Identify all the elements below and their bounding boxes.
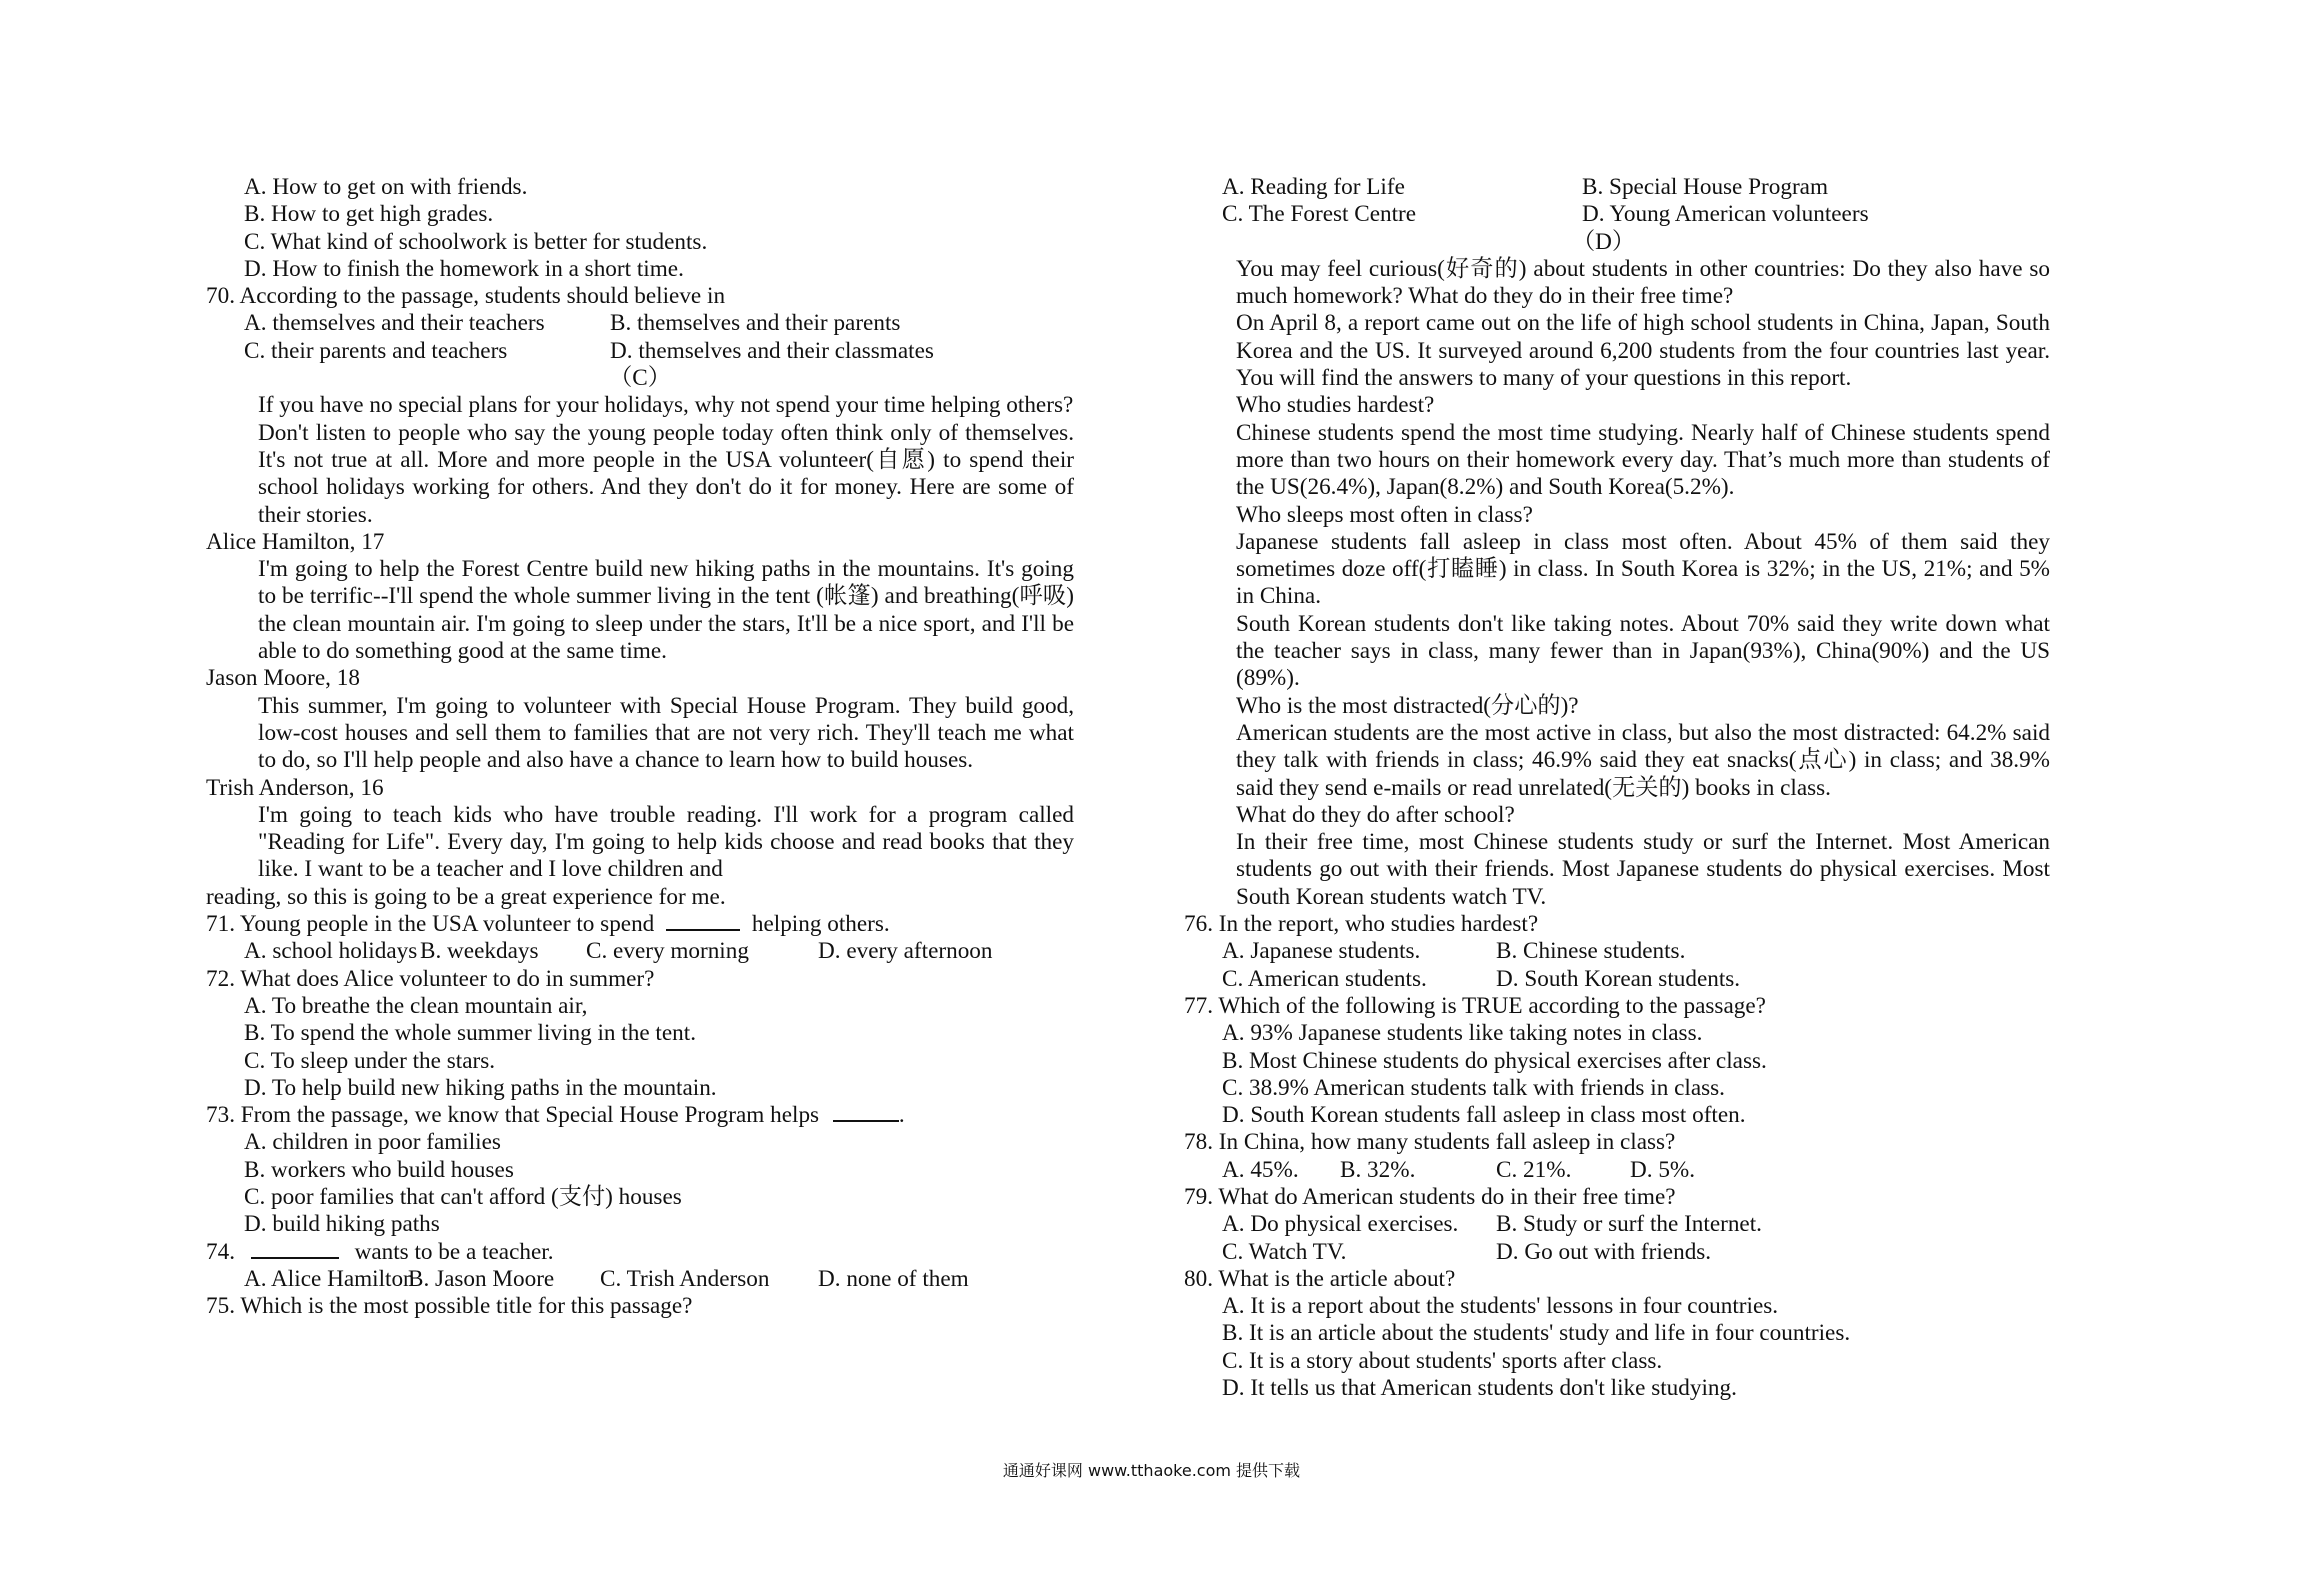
q78-options-row: [1184, 1157, 2050, 1184]
q77-option-c: C. 38.9% American students talk with friends in class.: [1222, 1074, 1725, 1101]
q74-answer-blank: [251, 1239, 339, 1259]
passage-c-jason-story: This summer, I'm going to volunteer with Special House Program. They build good, low-cost houses and sell them to families that are not very rich. They'll teach me what to do, so I'll help people and also have a chance to learn how to build houses.: [258, 692, 1074, 774]
q69-option-c: C. What kind of schoolwork is better for students.: [244, 228, 708, 255]
subheading-after-school: What do they do after school?: [1236, 801, 1515, 828]
q74-option-d: D. none of them: [818, 1265, 969, 1292]
passage-d-intro: You may feel curious(好奇的) about students in other countries: Do they also have so much homework? What do they do in their free time?: [1236, 255, 2050, 310]
q73-option-c: C. poor families that can't afford (支付) houses: [244, 1183, 682, 1210]
q74-stem-post: wants to be a teacher.: [354, 1238, 554, 1265]
q71-option-c: C. every morning: [586, 938, 749, 965]
right-column: [1184, 174, 2050, 1402]
q73-answer-blank: [833, 1102, 899, 1122]
q70-stem: 70. According to the passage, students should believe in: [206, 283, 726, 310]
q76-option-d: D. South Korean students.: [1496, 965, 1741, 992]
page-footer: 通通好课网 www.tthaoke.com 提供下载: [1002, 1461, 1301, 1480]
passage-d-korean: South Korean students don't like taking notes. About 70% said they write down what the teacher says in class, many fewer than in Japan(93%), China(90%) and the US (89%).: [1236, 610, 2050, 692]
q76-option-c: C. American students.: [1222, 965, 1427, 992]
q75-stem: 75. Which is the most possible title for this passage?: [206, 1293, 693, 1320]
author-alice: Alice Hamilton, 17: [206, 528, 385, 555]
q73-option-d: D. build hiking paths: [244, 1211, 440, 1238]
q80-option-d: D. It tells us that American students don't like studying.: [1222, 1375, 1737, 1402]
q71-option-b: B. weekdays: [420, 938, 539, 965]
passage-c-trish-story-end: reading, so this is going to be a great experience for me.: [206, 883, 726, 910]
passage-d-free-time: In their free time, most Chinese students study or surf the Internet. Most American students go out with their friends. Most Japanese students do physical exercises. Most South Korean students watch TV.: [1236, 829, 2050, 910]
q69-option-d: D. How to finish the homework in a short time.: [244, 255, 684, 282]
passage-c-alice-story: I'm going to help the Forest Centre build new hiking paths in the mountains. It's going to be terrific--I'll spend the whole summer living in the tent (帐篷) and breathing(呼吸) the clean mountain air. I'm going to sleep under the stars, It'll be a nice sport, and I'll be able to do something good at the same time.: [258, 556, 1074, 665]
q69-option-a: A. How to get on with friends.: [244, 174, 528, 200]
q77-stem: 77. Which of the following is TRUE according to the passage?: [1184, 992, 1766, 1019]
passage-c-paragraph-2: Don't listen to people who say the young people today often think only of themselves. It's not true at all. More and more people in the USA volunteer(自愿) to spend their school holidays working for others. And they don't do it for money. Here are some of their stories.: [258, 419, 1074, 528]
section-c-heading: （C）: [609, 365, 671, 392]
q70-options-row1: [206, 310, 1074, 337]
q75-options-row2: [1184, 201, 2050, 228]
q74-option-c: C. Trish Anderson: [600, 1265, 770, 1292]
q74-stem: [206, 1239, 1074, 1266]
q79-option-c: C. Watch TV.: [1222, 1238, 1347, 1265]
q71-options-row: [206, 938, 1074, 965]
q72-option-c: C. To sleep under the stars.: [244, 1047, 496, 1074]
q78-option-a: A. 45%.: [1222, 1156, 1299, 1183]
passage-d-chinese: Chinese students spend the most time studying. Nearly half of Chinese students spend more than two hours on their homework every day. That’s much more than students of the US(26.4%), Japan(8.2%) and South Korea(5.2%).: [1236, 419, 2050, 501]
q70-option-b: B. themselves and their parents: [610, 310, 901, 337]
q79-option-a: A. Do physical exercises.: [1222, 1211, 1459, 1238]
q72-option-b: B. To spend the whole summer living in the tent.: [244, 1020, 696, 1047]
q80-option-a: A. It is a report about the students' lessons in four countries.: [1222, 1293, 1779, 1320]
q73-stem-post: .: [898, 1102, 905, 1129]
q71-answer-blank: [666, 911, 740, 931]
passage-c-intro: If you have no special plans for your holidays, why not spend your time helping others?: [258, 392, 1074, 419]
q71-option-a: A. school holidays: [244, 938, 418, 965]
q80-option-b: B. It is an article about the students' study and life in four countries.: [1222, 1320, 1851, 1347]
q71-stem-post: helping others.: [751, 911, 890, 938]
q70-option-d: D. themselves and their classmates: [610, 337, 934, 364]
q74-option-b: B. Jason Moore: [408, 1265, 555, 1292]
q70-option-a: A. themselves and their teachers: [244, 310, 545, 337]
q80-stem: 80. What is the article about?: [1184, 1265, 1456, 1292]
author-trish: Trish Anderson, 16: [206, 774, 384, 801]
q76-option-a: A. Japanese students.: [1222, 938, 1421, 965]
q75-option-d: D. Young American volunteers: [1582, 201, 1869, 228]
q74-option-a: A. Alice Hamilton: [244, 1265, 415, 1292]
q79-option-d: D. Go out with friends.: [1496, 1238, 1712, 1265]
q71-option-d: D. every afternoon: [818, 938, 993, 965]
q78-stem: 78. In China, how many students fall asleep in class?: [1184, 1129, 1676, 1156]
q79-option-b: B. Study or surf the Internet.: [1496, 1211, 1762, 1238]
q77-option-a: A. 93% Japanese students like taking notes in class.: [1222, 1020, 1703, 1047]
q78-option-d: D. 5%.: [1630, 1156, 1696, 1183]
q75-options-row1: [1184, 174, 2050, 201]
q75-option-a: A. Reading for Life: [1222, 174, 1405, 200]
passage-d-report: On April 8, a report came out on the life of high school students in China, Japan, South Korea and the US. It surveyed around 6,200 students from the four countries last year. You will find the answers to many of your questions in this report.: [1236, 310, 2050, 392]
q76-options-row1: [1184, 938, 2050, 965]
q69-option-b: B. How to get high grades.: [244, 201, 494, 228]
q73-option-b: B. workers who build houses: [244, 1156, 514, 1183]
passage-d-american: American students are the most active in class, but also the most distracted: 64.2% said they talk with friends in class; 46.9% said they eat snacks(点心) in class; and 38.9% said they send e-mails or read unrelated(无关的) books in class.: [1236, 719, 2050, 801]
q77-option-d: D. South Korean students fall asleep in class most often.: [1222, 1102, 1746, 1129]
passage-d-japanese: Japanese students fall asleep in class most often. About 45% of them said they sometimes doze off(打瞌睡) in class. In South Korea is 32%; in the US, 21%; and 5% in China.: [1236, 528, 2050, 610]
author-jason: Jason Moore, 18: [206, 665, 360, 692]
q77-option-b: B. Most Chinese students do physical exercises after class.: [1222, 1047, 1767, 1074]
q79-options-row2: [1184, 1239, 2050, 1266]
q74-stem-pre: 74.: [206, 1238, 235, 1265]
q71-stem-pre: 71. Young people in the USA volunteer to spend: [206, 911, 655, 938]
q72-stem: 72. What does Alice volunteer to do in summer?: [206, 965, 655, 992]
subheading-sleeps-in-class: Who sleeps most often in class?: [1236, 501, 1533, 528]
subheading-most-distracted: Who is the most distracted(分心的)?: [1236, 692, 1579, 719]
q75-option-c: C. The Forest Centre: [1222, 201, 1417, 228]
q78-option-b: B. 32%.: [1340, 1156, 1416, 1183]
q76-stem: 76. In the report, who studies hardest?: [1184, 911, 1539, 938]
q79-options-row1: [1184, 1211, 2050, 1238]
q76-option-b: B. Chinese students.: [1496, 938, 1686, 965]
q70-option-c: C. their parents and teachers: [244, 337, 508, 364]
q73-stem: [206, 1102, 1074, 1129]
q74-options-row: [206, 1266, 1074, 1293]
q72-option-a: A. To breathe the clean mountain air,: [244, 992, 588, 1019]
q73-option-a: A. children in poor families: [244, 1129, 501, 1156]
passage-c-trish-story: I'm going to teach kids who have trouble reading. I'll work for a program called "Reading for Life". Every day, I'm going to help kids choose and read books that they like. I want to be a teacher and I love children and: [258, 801, 1074, 883]
q76-options-row2: [1184, 966, 2050, 993]
q80-option-c: C. It is a story about students' sports after class.: [1222, 1347, 1663, 1374]
q75-option-b: B. Special House Program: [1582, 174, 1829, 200]
q70-options-row2: [206, 338, 1074, 365]
section-d-heading: （D）: [1572, 228, 1636, 255]
q72-option-d: D. To help build new hiking paths in the mountain.: [244, 1074, 717, 1101]
q78-option-c: C. 21%.: [1496, 1156, 1572, 1183]
q73-stem-pre: 73. From the passage, we know that Special House Program helps: [206, 1102, 820, 1129]
left-column: [206, 174, 1074, 1320]
subheading-studies-hardest: Who studies hardest?: [1236, 392, 1435, 419]
q71-stem: [206, 911, 1074, 938]
q79-stem: 79. What do American students do in their free time?: [1184, 1183, 1676, 1210]
